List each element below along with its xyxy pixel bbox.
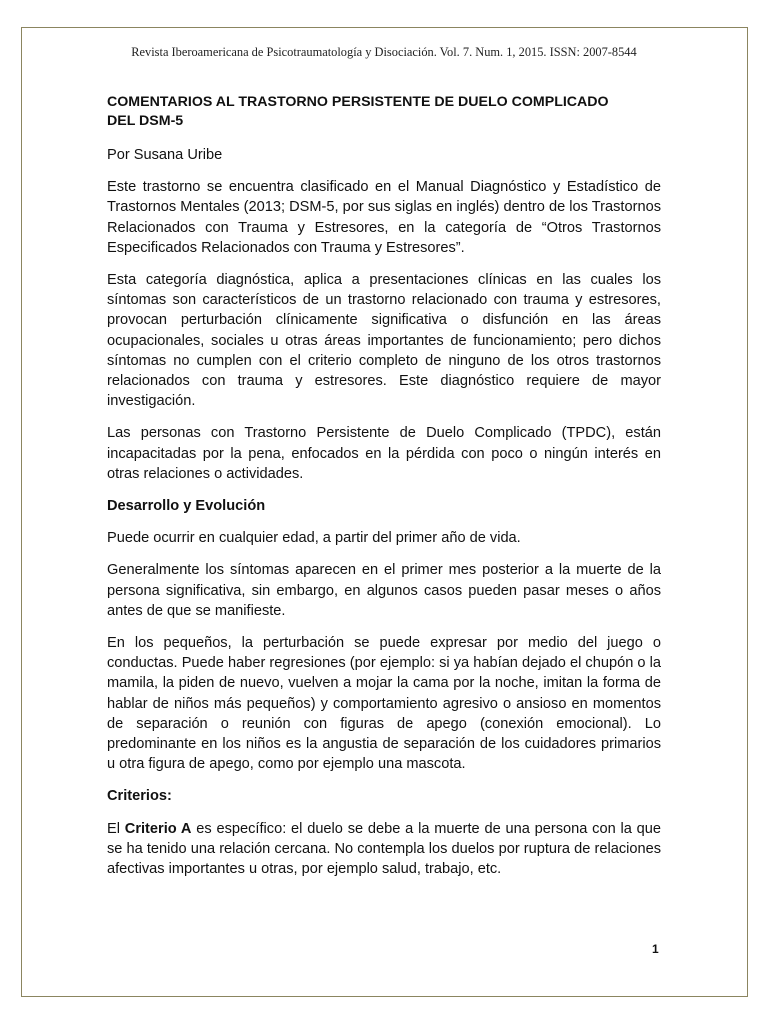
paragraph-intro-1: Este trastorno se encuentra clasificado en el Manual Diagnóstico y Estadístico de Trastornos Mentales (2013; DSM-5, por sus siglas en inglés) dentro de los Trastornos Relacionados con Trauma y Estresores, en la categoría de “Otros Trastornos Especificados Relacionados con Trauma y Estresores”. xyxy=(107,179,661,256)
paragraph-criterio-a xyxy=(107,819,661,880)
paragraph-intro-2: Esta categoría diagnóstica, aplica a presentaciones clínicas en las cuales los síntomas son característicos de un trastorno relacionado con trauma y estresores, provocan perturbación clínicamente significativa o disfunción en las áreas ocupacionales, sociales u otras áreas importantes de funcionamiento; pero dichos síntomas no cumplen con el criterio completo de ninguno de los otros trastornos relacionados con trauma y estresores. Este diagnóstico requiere de mayor investigación. xyxy=(107,272,661,410)
paragraph-desarrollo-1: Puede ocurrir en cualquier edad, a partir del primer año de vida. xyxy=(107,530,521,547)
author-line: Por Susana Uribe xyxy=(107,147,223,163)
criterio-a-text: es específico: el duelo se debe a la muerte de una persona con la que se ha tenido una relación cercana. No contempla los duelos por ruptura de relaciones afectivas importantes u otras, por ejemplo salud, trabajo, etc. xyxy=(107,820,662,878)
paragraph-desarrollo-2: Generalmente los síntomas aparecen en el primer mes posterior a la muerte de la persona significativa, sin embargo, en algunos casos pueden pasar meses o años antes de que se manifieste. xyxy=(107,562,661,619)
title-line-1: COMENTARIOS AL TRASTORNO PERSISTENTE DE DUELO COMPLICADO xyxy=(107,94,609,110)
paragraph-desarrollo-3: En los pequeños, la perturbación se puede expresar por medio del juego o conductas. Puede haber regresiones (por ejemplo: si ya habían dejado el chupón o la mamila, la piden de nuevo, vuelven a mojar la cama por la noche, imitan la forma de hablar de niños más pequeños) y comportamiento agresivo o ansioso en momentos de separación o reunión con figuras de apego (conexión emocional). Lo predominante en los niños es la angustia de separación de los cuidadores primarios u otra figura de apego, como por ejemplo una mascota. xyxy=(107,635,661,773)
section-heading-criterios: Criterios: xyxy=(107,788,172,805)
article-body xyxy=(107,93,661,891)
article-title xyxy=(107,93,661,131)
title-line-2: DEL DSM-5 xyxy=(107,113,184,129)
criterio-a-prefix: El xyxy=(107,820,125,837)
journal-header: Revista Iberoamericana de Psicotraumatología y Disociación. Vol. 7. Num. 1, 2015. ISSN: 2007-8544 xyxy=(131,45,637,59)
paragraph-intro-3: Las personas con Trastorno Persistente de Duelo Complicado (TPDC), están incapacitadas por la pena, enfocados en la pérdida con poco o ningún interés en otras relaciones o actividades. xyxy=(107,425,661,482)
section-heading-desarrollo: Desarrollo y Evolución xyxy=(107,498,266,515)
criterio-a-term: Criterio A xyxy=(124,820,192,837)
page-number: 1 xyxy=(652,942,659,956)
